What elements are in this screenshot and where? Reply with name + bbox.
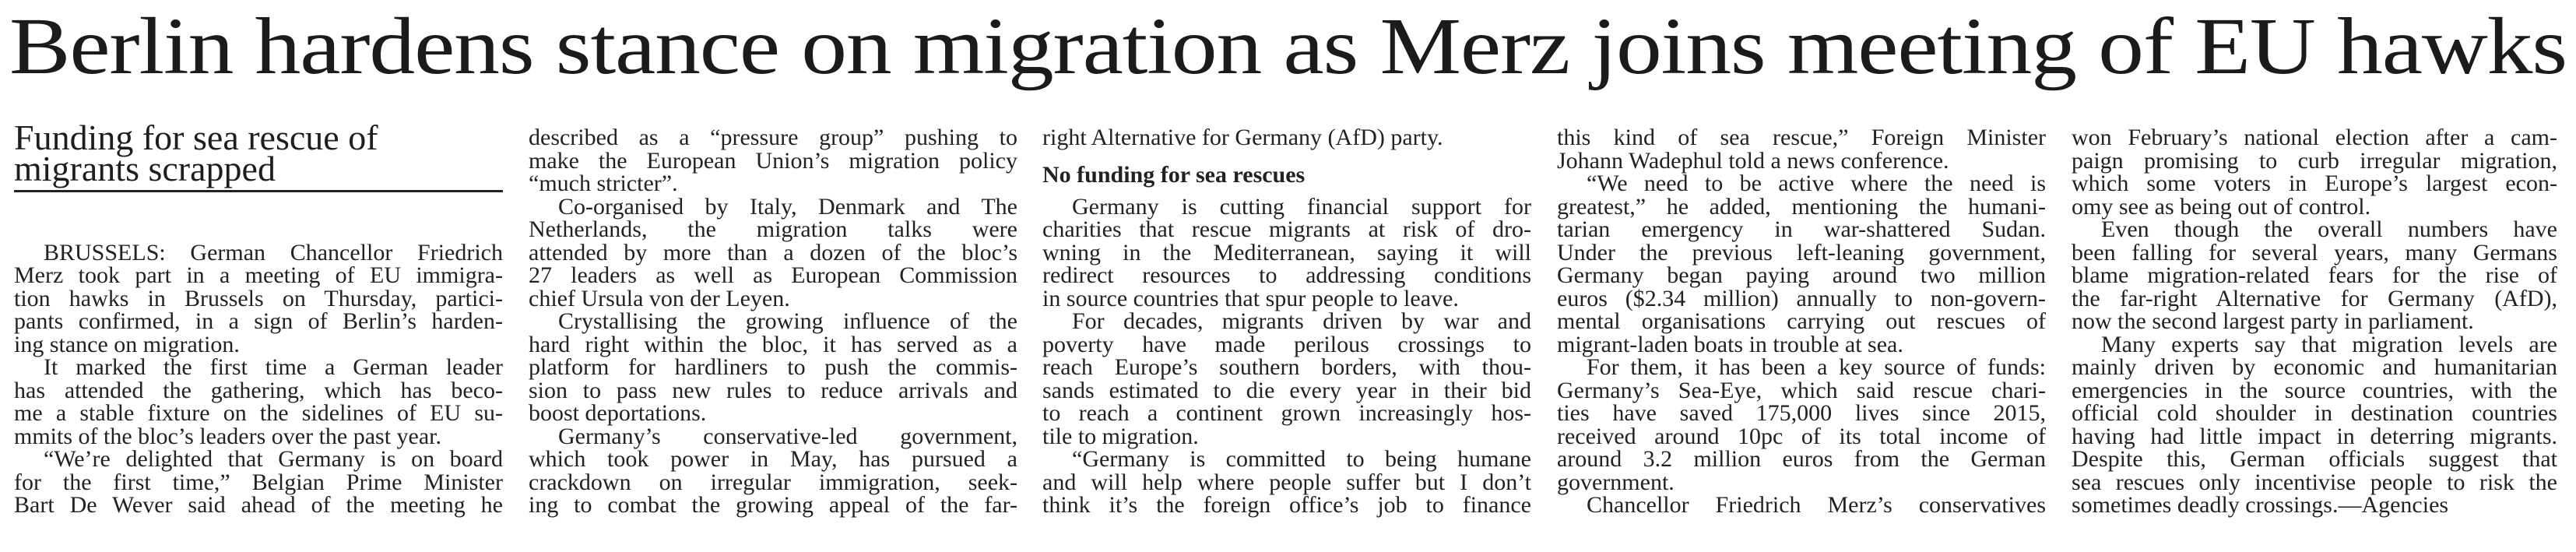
text-line: ing to combat the growing appeal of the far-	[529, 492, 1017, 518]
text-line: Despite this, German officials suggest that	[2072, 446, 2557, 472]
text-line: “Germany is committed to being humane	[1072, 446, 1531, 472]
text-line: been falling for several years, many Germans	[2072, 239, 2557, 265]
text-line: It marked the first time a German leader	[44, 354, 503, 380]
paragraph	[1557, 356, 2046, 494]
paragraph	[2072, 333, 2557, 517]
text-line: now the second largest party in parliament.	[2072, 308, 2474, 334]
text-line: think it’s the foreign office’s job to finance	[1042, 492, 1531, 518]
text-line: Crystallising the growing influence of the	[558, 308, 1017, 334]
article-column-4	[1557, 126, 2046, 517]
paragraph	[1557, 126, 2046, 172]
text-line: tile to migration.	[1042, 423, 1199, 449]
text-line: boost deportations.	[529, 400, 707, 426]
headline	[9, 0, 2567, 93]
paragraph	[2072, 218, 2557, 333]
text-line: pants confirmed, in a sign of Berlin’s harden-	[14, 308, 503, 334]
text-line: received around 10pc of its total income of	[1557, 423, 2046, 449]
text-line: and will help where people suffer but I don’t	[1042, 469, 1531, 495]
text-line: in source countries that spur people to leave.	[1042, 285, 1459, 311]
paragraph	[529, 425, 1017, 517]
text-line: Chancellor Friedrich Merz’s conservatives	[1587, 492, 2046, 518]
text-line: mmits of the bloc’s leaders over the past year.	[14, 423, 442, 449]
text-line: For decades, migrants driven by war and	[1072, 308, 1531, 334]
paragraph	[1042, 195, 1531, 311]
article-column-5	[2072, 126, 2557, 517]
text-line: tion hawks in Brussels on Thursday, partici-	[14, 285, 503, 311]
text-line: chief Ursula von der Leyen.	[529, 285, 790, 311]
text-line: having had little impact in deterring migrants.	[2072, 423, 2557, 449]
paragraph	[529, 126, 1017, 195]
text-line: Even though the overall numbers have	[2101, 216, 2557, 242]
paragraph	[1557, 494, 2046, 517]
text-line: charities that rescue migrants at risk of dro-	[1042, 216, 1531, 242]
text-line: mental organisations carrying out rescues of	[1557, 308, 2046, 334]
text-line: has attended the gathering, which has beco-	[14, 377, 503, 403]
text-line: crackdown on irregular immigration, seek-	[529, 469, 1017, 495]
text-line: euros ($2.34 million) annually to non-govern-	[1557, 285, 2046, 311]
paragraph	[14, 241, 503, 357]
subheadline	[14, 118, 503, 188]
text-line: poverty have made perilous crossings to	[1042, 331, 1531, 357]
article-column-3	[1042, 126, 1531, 517]
text-line: government.	[1557, 469, 1675, 495]
text-line: Many experts say that migration levels are	[2101, 331, 2557, 357]
paragraph	[1042, 126, 1531, 149]
text-line: tarian emergency in war-shattered Sudan.	[1557, 216, 2046, 242]
paragraph	[14, 356, 503, 448]
text-line: me a stable fixture on the sidelines of EU su-	[14, 400, 503, 426]
text-line: won February’s national election after a cam-	[2072, 125, 2557, 150]
text-line: Germany is cutting financial support for	[1072, 193, 1531, 220]
text-line: the far-right Alternative for Germany (AfD),	[2072, 285, 2557, 311]
text-line: make the European Union’s migration policy	[529, 147, 1017, 174]
text-line: hard right within the bloc, it has served as a	[529, 331, 1017, 357]
text-line: Merz took part in a meeting of EU immigra-	[14, 262, 503, 288]
text-line: right Alternative for Germany (AfD) party.	[1042, 125, 1443, 150]
text-line: Co-organised by Italy, Denmark and The	[558, 193, 1017, 220]
text-line: attended by more than a dozen of the bloc’s	[529, 239, 1017, 265]
text-line: “We’re delighted that Germany is on board	[44, 446, 503, 472]
subheadline-line: Funding for sea rescue of	[14, 118, 378, 157]
text-line: reach Europe’s southern borders, with thou-	[1042, 354, 1531, 380]
text-line: sands estimated to die every year in their bid	[1042, 377, 1531, 403]
paragraph	[14, 448, 503, 517]
headline-text: Berlin hardens stance on migration as Merz joins meeting of EU hawks	[9, 2, 2567, 91]
paragraph	[1042, 448, 1531, 517]
text-line: 27 leaders as well as European Commission	[529, 262, 1017, 288]
text-line: Under the previous left-leaning government,	[1557, 239, 2046, 265]
text-line: ties have saved 175,000 lives since 2015,	[1557, 400, 2046, 426]
text-line: which took power in May, has pursued a	[529, 446, 1017, 472]
paragraph	[1042, 310, 1531, 448]
text-line: official cold shoulder in destination countries	[2072, 400, 2557, 426]
text-line: “much stricter”.	[529, 171, 678, 196]
text-line: omy see as being out of control.	[2072, 193, 2371, 220]
text-line: greatest,” he added, mentioning the humani-	[1557, 193, 2046, 220]
text-line: blame migration-related fears for the rise of	[2072, 262, 2557, 288]
text-line: for the first time,” Belgian Prime Minister	[14, 469, 503, 495]
text-line: Germany’s conservative-led government,	[558, 423, 1017, 449]
text-line: which some voters in Europe’s largest econ-	[2072, 171, 2557, 196]
text-line: For them, it has been a key source of funds:	[1587, 354, 2046, 380]
subheadline-line: migrants scrapped	[14, 149, 276, 188]
paragraph	[529, 195, 1017, 311]
text-line: sometimes deadly crossings.—Agencies	[2072, 492, 2449, 518]
text-line: “We need to be active where the need is	[1587, 171, 2046, 196]
section-subhead: No funding for sea rescues	[1042, 161, 1306, 188]
text-line: migrant-laden boats in trouble at sea.	[1557, 331, 1903, 357]
text-line: BRUSSELS: German Chancellor Friedrich	[44, 239, 503, 265]
text-line: redirect resources to addressing conditions	[1042, 262, 1531, 288]
text-line: Germany began paying around two million	[1557, 262, 2046, 288]
article-column-2	[529, 126, 1017, 517]
text-line: to reach a continent grown increasingly hos-	[1042, 400, 1531, 426]
text-line: Johann Wadephul told a news conference.	[1557, 147, 1949, 174]
text-line: sea rescues only incentivise people to risk the	[2072, 469, 2557, 495]
text-line: platform for hardliners to push the commis-	[529, 354, 1017, 380]
text-line: Bart De Wever said ahead of the meeting he	[14, 492, 503, 518]
text-line: emergencies in the source countries, with the	[2072, 377, 2557, 403]
paragraph	[2072, 126, 2557, 218]
paragraph	[1557, 172, 2046, 356]
text-line: Germany’s Sea-Eye, which said rescue chari-	[1557, 377, 2046, 403]
article-column-1	[14, 241, 503, 517]
text-line: ing stance on migration.	[14, 331, 240, 357]
text-line: sion to pass new rules to reduce arrivals and	[529, 377, 1017, 403]
text-line: this kind of sea rescue,” Foreign Minister	[1557, 125, 2046, 150]
text-line: wning in the Mediterranean, saying it will	[1042, 239, 1531, 265]
text-line: paign promising to curb irregular migration,	[2072, 147, 2557, 174]
paragraph	[529, 310, 1017, 425]
text-line: Netherlands, the migration talks were	[529, 216, 1017, 242]
text-line: mainly driven by economic and humanitarian	[2072, 354, 2557, 380]
subheadline-rule	[14, 190, 503, 192]
text-line: described as a “pressure group” pushing to	[529, 125, 1017, 150]
text-line: around 3.2 million euros from the German	[1557, 446, 2046, 472]
